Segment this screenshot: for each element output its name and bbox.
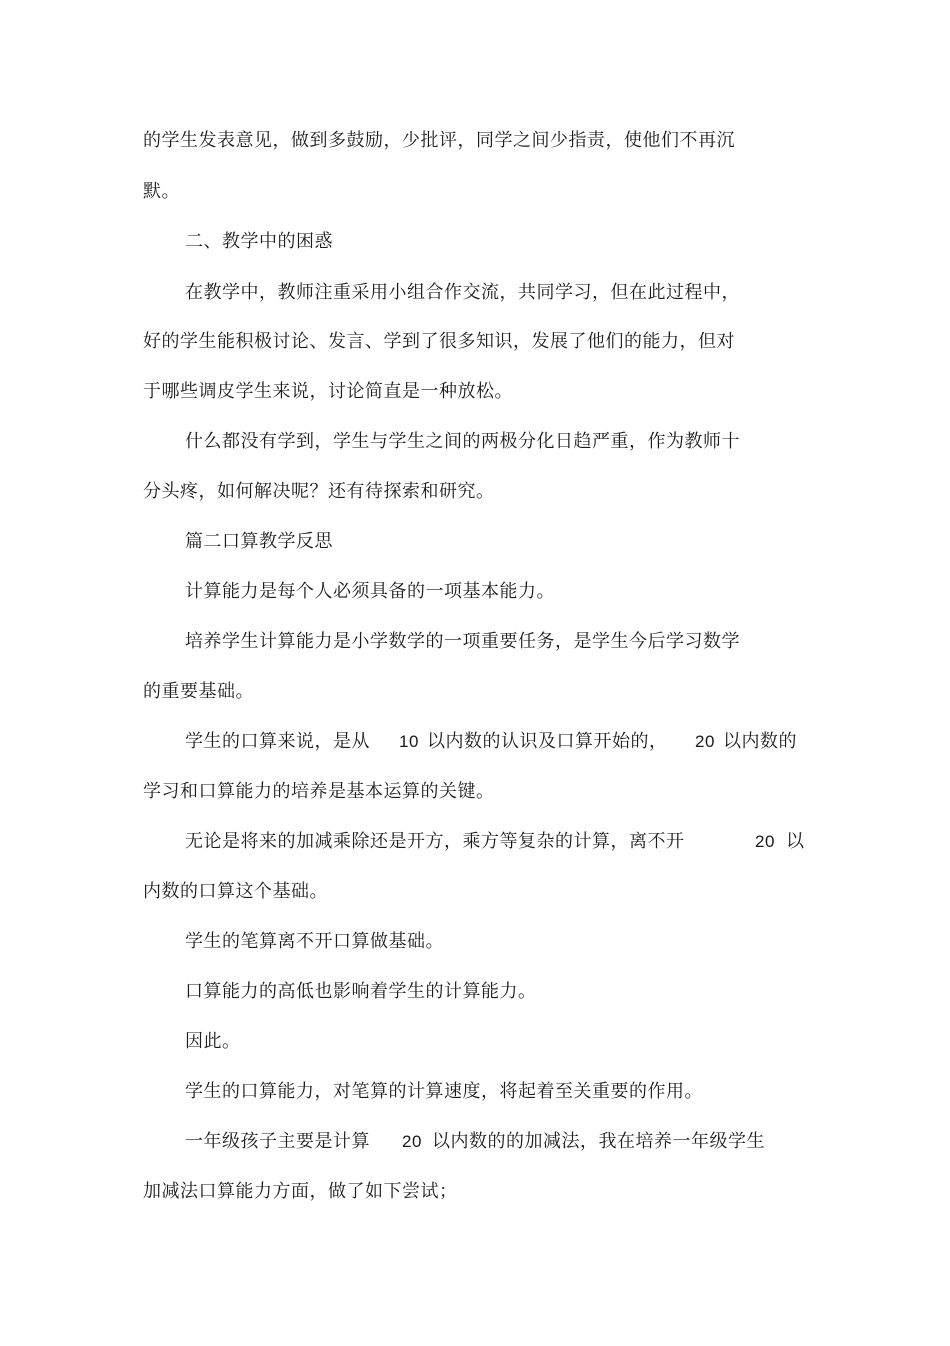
text-line: 的重要基础。	[143, 681, 254, 702]
text-fragment: 一年级孩子主要是计算	[185, 1131, 370, 1152]
section-heading: 篇二口算教学反思	[185, 531, 333, 552]
text-line: 默。	[143, 181, 180, 202]
text-line: 学生的笔算离不开口算做基础。	[185, 931, 444, 952]
text-line: 分头疼，如何解决呢？还有待探索和研究。	[143, 481, 495, 502]
text-fragment: 以内数的认识及口算开始的，	[427, 731, 668, 752]
text-line: 内数的口算这个基础。	[143, 881, 328, 902]
text-line: 加减法口算能力方面，做了如下尝试；	[143, 1181, 458, 1202]
text-line: 在教学中，教师注重采用小组合作交流，共同学习，但在此过程中，	[185, 282, 740, 303]
text-fragment: 学生的口算来说，是从	[185, 731, 370, 752]
text-line: 培养学生计算能力是小学数学的一项重要任务，是学生今后学习数学	[185, 631, 740, 652]
text-line: 学生的口算能力，对笔算的计算速度，将起着至关重要的作用。	[185, 1081, 703, 1102]
number-fragment: 10	[399, 732, 419, 751]
number-fragment: 20	[695, 732, 715, 751]
text-line: 于哪些调皮学生来说，讨论简直是一种放松。	[143, 381, 513, 402]
text-line: 什么都没有学到，学生与学生之间的两极分化日趋严重，作为教师十	[185, 431, 740, 452]
number-fragment: 20	[402, 1132, 422, 1151]
text-fragment: 以内数的	[723, 731, 797, 752]
text-line: 好的学生能积极讨论、发言、学到了很多知识，发展了他们的能力，但对	[143, 331, 735, 352]
text-line: 口算能力的高低也影响着学生的计算能力。	[185, 981, 537, 1002]
text-line: 计算能力是每个人必须具备的一项基本能力。	[185, 581, 555, 602]
text-line: 的学生发表意见，做到多鼓励，少批评，同学之间少指责，使他们不再沉	[143, 130, 735, 151]
text-fragment: 无论是将来的加减乘除还是开方，乘方等复杂的计算，离不开	[185, 831, 685, 852]
text-line: 学习和口算能力的培养是基本运算的关键。	[143, 781, 495, 802]
text-fragment: 以内数的的加减法，我在培养一年级学生	[432, 1131, 765, 1152]
number-fragment: 20	[755, 832, 775, 851]
section-heading: 二、教学中的困惑	[185, 231, 333, 252]
text-line: 因此。	[185, 1031, 241, 1052]
text-fragment: 以	[786, 831, 805, 852]
